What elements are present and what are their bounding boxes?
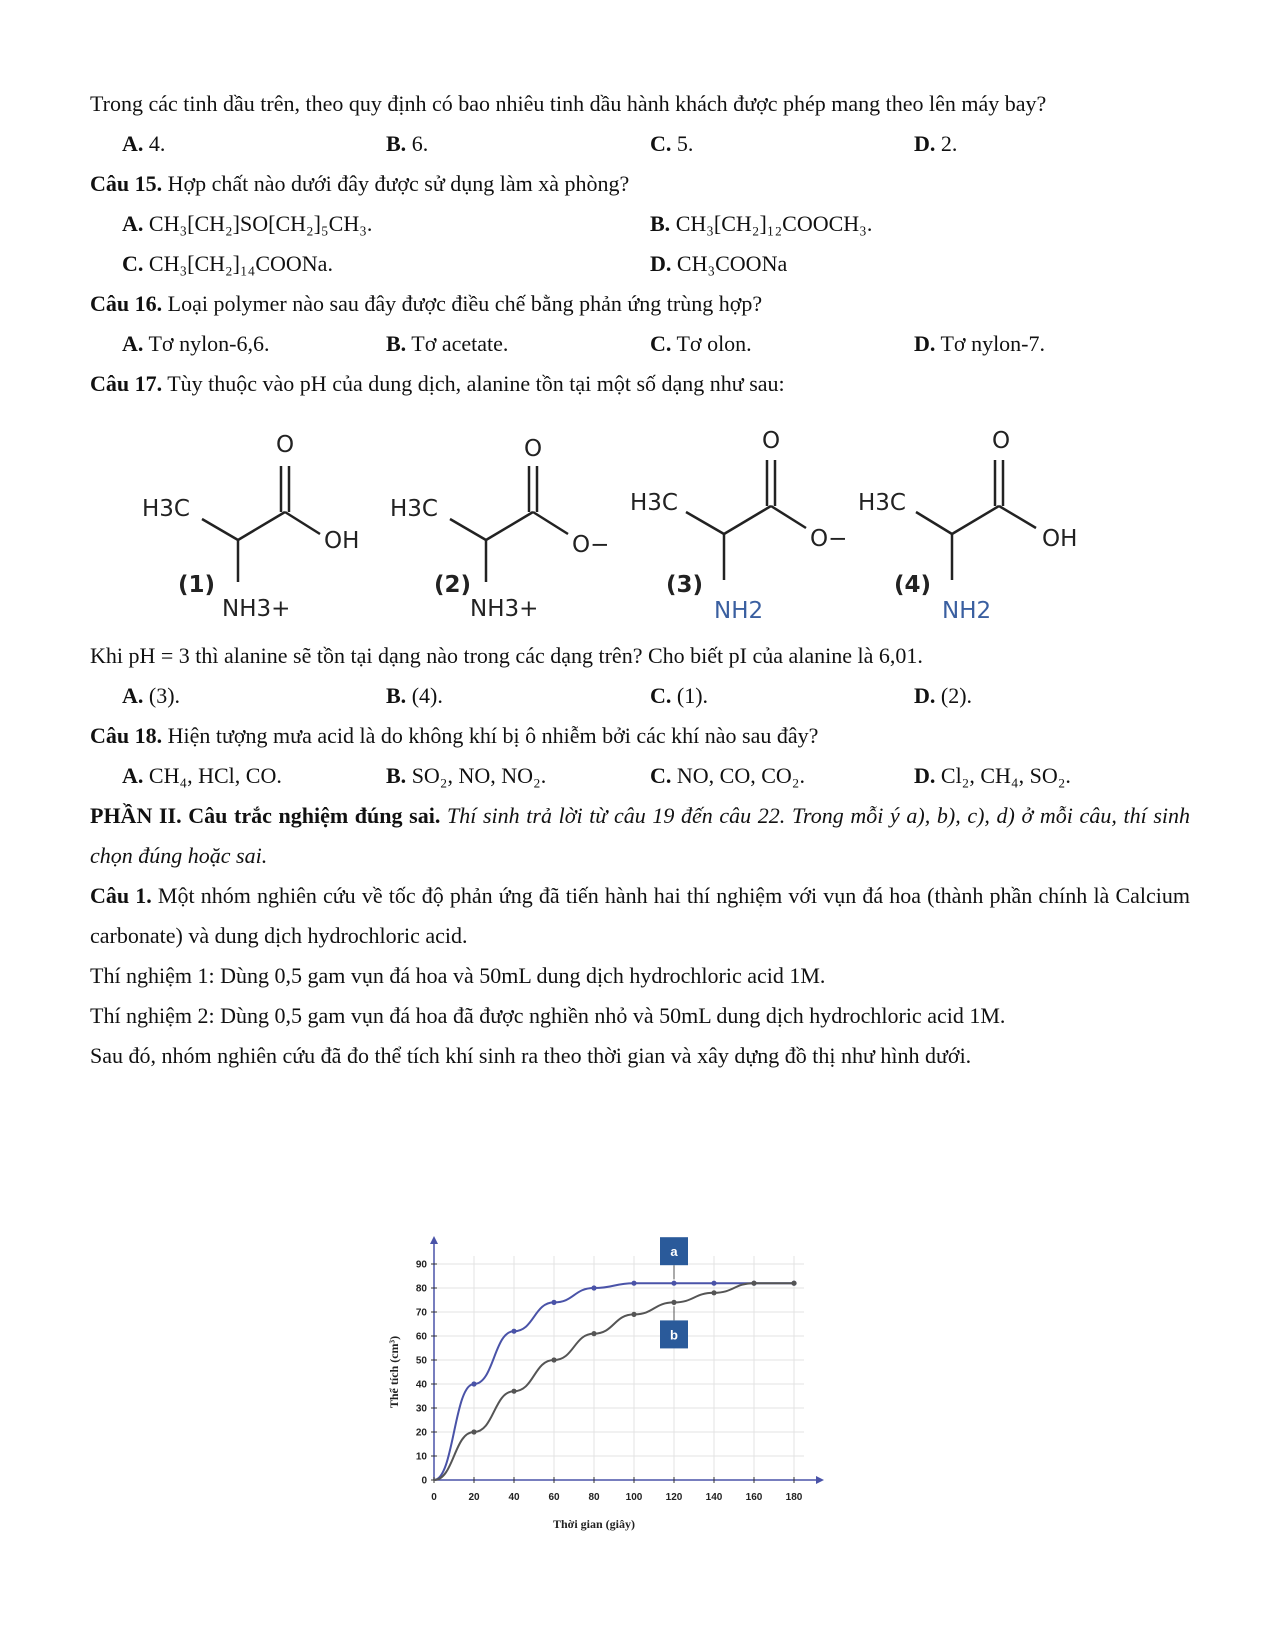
q18-option-b[interactable]: B. SO₂, NO, NO₂. [386, 763, 547, 788]
x-tick-label: 120 [665, 1492, 683, 1503]
q14-option-b[interactable]: B. 6. [386, 131, 429, 156]
q15-options-row2 [90, 244, 1190, 284]
q17-option-c[interactable]: C. (1). [650, 683, 709, 708]
q16-options [90, 324, 1190, 364]
series-point-a [511, 1329, 516, 1334]
series-point-a [551, 1300, 556, 1305]
y-tick-label: 20 [415, 1427, 427, 1439]
y-tick-label: 40 [415, 1379, 427, 1391]
s3-o-minus: O− [810, 526, 848, 552]
y-tick-label: 90 [415, 1259, 427, 1271]
y-tick-label: 10 [415, 1451, 427, 1463]
q17-option-a[interactable]: A. (3). [122, 683, 181, 708]
gas-volume-chart [387, 1228, 850, 1531]
y-axis-arrow [430, 1236, 438, 1244]
x-axis-title: Thời gian (giây) [553, 1517, 635, 1531]
series-point-a [631, 1281, 636, 1286]
y-tick-label: 0 [421, 1475, 427, 1487]
x-tick-label: 40 [508, 1492, 520, 1503]
q15-stem: Câu 15. Hợp chất nào dưới đây được sử dụng làm xà phòng? [90, 171, 630, 196]
x-tick-label: 160 [745, 1492, 763, 1503]
structure-4 [916, 460, 1036, 580]
page-content [90, 84, 1190, 1076]
alanine-structures [90, 404, 1190, 636]
series-point-b [591, 1331, 596, 1336]
s1-label: (1) [178, 572, 216, 598]
series-point-a [711, 1281, 716, 1286]
series-point-b [791, 1281, 796, 1286]
structure-2 [450, 466, 568, 582]
q1-after: Sau đó, nhóm nghiên cứu đã đo thể tích khí sinh ra theo thời gian và xây dựng đồ thị như hình dưới. [90, 1043, 972, 1068]
q18-stem: Câu 18. Hiện tượng mưa acid là do không khí bị ô nhiễm bởi các khí nào sau đây? [90, 723, 819, 748]
s2-o: O [524, 436, 543, 462]
q15-option-b[interactable]: B. CH₃[CH₂]₁₂COOCH₃. [650, 211, 873, 236]
s3-label: (3) [666, 572, 704, 598]
q18-option-a[interactable]: A. CH₄, HCl, CO. [122, 763, 282, 788]
series-line-b [434, 1283, 794, 1480]
y-tick-label: 70 [415, 1307, 427, 1319]
q15-option-d[interactable]: D. CH₃COONa [650, 251, 788, 276]
q14-stem: Trong các tinh dầu trên, theo quy định có bao nhiêu tinh dầu hành khách được phép mang theo lên máy bay? [90, 91, 1047, 116]
part2-heading: PHẦN II. Câu trắc nghiệm đúng sai. Thí sinh trả lời từ câu 19 đến câu 22. Trong mỗi ý a), b), c), d) ở mỗi câu, thí sinh chọn đúng hoặc sai. [90, 803, 1190, 868]
series-point-b [551, 1357, 556, 1362]
s2-o-minus: O− [572, 532, 610, 558]
structure-1 [202, 466, 320, 582]
q16-stem: Câu 16. Loại polymer nào sau đây được điều chế bằng phản ứng trùng hợp? [90, 291, 763, 316]
s1-nh3: NH3+ [222, 596, 291, 622]
s2-nh3: NH3+ [470, 596, 539, 622]
q1-exp2: Thí nghiệm 2: Dùng 0,5 gam vụn đá hoa đã được nghiền nhỏ và 50mL dung dịch hydrochloric acid 1M. [90, 1003, 1006, 1028]
q15-option-a[interactable]: A. CH₃[CH₂]SO[CH₂]₅CH₃. [122, 211, 373, 236]
q17-option-b[interactable]: B. (4). [386, 683, 443, 708]
y-tick-label: 80 [415, 1283, 427, 1295]
q18-option-c[interactable]: C. NO, CO, CO₂. [650, 763, 805, 788]
series-point-b [751, 1281, 756, 1286]
q17-option-d[interactable]: D. (2). [914, 683, 973, 708]
q14-option-c[interactable]: C. 5. [650, 131, 694, 156]
q17-stem: Câu 17. Tùy thuộc vào pH của dung dịch, alanine tồn tại một số dạng như sau: [90, 371, 785, 396]
series-point-a [591, 1285, 596, 1290]
s3-o: O [762, 428, 781, 454]
s2-h3c: H3C [390, 496, 438, 522]
y-tick-label: 60 [415, 1331, 427, 1343]
x-axis-arrow [816, 1476, 824, 1484]
q14-option-a[interactable]: A. 4. [122, 131, 166, 156]
x-tick-label: 20 [468, 1492, 480, 1503]
q15-options-row1 [90, 204, 1190, 244]
y-tick-label: 50 [415, 1355, 427, 1367]
series-point-b [471, 1429, 476, 1434]
series-point-b [671, 1300, 676, 1305]
y-tick-label: 30 [415, 1403, 427, 1415]
q15-option-c[interactable]: C. CH₃[CH₂]₁₄COONa. [122, 251, 333, 276]
label-a-text: a [670, 1244, 678, 1260]
q16-option-a[interactable]: A. Tơ nylon-6,6. [122, 331, 270, 356]
x-tick-label: 80 [588, 1492, 600, 1503]
q16-option-d[interactable]: D. Tơ nylon-7. [914, 331, 1046, 356]
series-point-b [511, 1389, 516, 1394]
s3-h3c: H3C [630, 490, 678, 516]
label-b-text: b [670, 1327, 678, 1343]
s1-o: O [276, 432, 295, 458]
series-point-b [631, 1312, 636, 1317]
q16-option-b[interactable]: B. Tơ acetate. [386, 331, 509, 356]
x-tick-label: 100 [625, 1492, 643, 1503]
series-point-a [671, 1281, 676, 1286]
s4-nh2: NH2 [942, 598, 992, 624]
q1-stem: Câu 1. Một nhóm nghiên cứu về tốc độ phản ứng đã tiến hành hai thí nghiệm với vụn đá hoa (thành phần chính là Calcium carbonate) và dung dịch hydrochloric acid. [90, 883, 1190, 948]
x-tick-label: 60 [548, 1492, 560, 1503]
y-axis-title: Thể tích (cm³) [387, 1335, 401, 1409]
x-tick-label: 140 [705, 1492, 723, 1503]
series-line-a [434, 1283, 794, 1480]
q17-options [90, 676, 1190, 716]
x-tick-label: 0 [431, 1492, 437, 1503]
s4-oh: OH [1042, 526, 1078, 552]
x-tick-label: 180 [785, 1492, 803, 1503]
series-point-a [471, 1381, 476, 1386]
q18-option-d[interactable]: D. Cl₂, CH₄, SO₂. [914, 763, 1071, 788]
s1-h3c: H3C [142, 496, 190, 522]
s4-o: O [992, 428, 1011, 454]
q16-option-c[interactable]: C. Tơ olon. [650, 331, 752, 356]
q18-options [90, 756, 1190, 796]
structure-3 [686, 460, 806, 580]
s3-nh2: NH2 [714, 598, 764, 624]
q14-option-d[interactable]: D. 2. [914, 131, 958, 156]
s1-oh: OH [324, 528, 360, 554]
s4-label: (4) [894, 572, 932, 598]
q14-options [90, 124, 1190, 164]
q17-question: Khi pH = 3 thì alanine sẽ tồn tại dạng nào trong các dạng trên? Cho biết pI của alanine là 6,01. [90, 643, 923, 668]
s2-label: (2) [434, 572, 472, 598]
q1-exp1: Thí nghiệm 1: Dùng 0,5 gam vụn đá hoa và 50mL dung dịch hydrochloric acid 1M. [90, 963, 826, 988]
s4-h3c: H3C [858, 490, 906, 516]
series-point-b [711, 1290, 716, 1295]
